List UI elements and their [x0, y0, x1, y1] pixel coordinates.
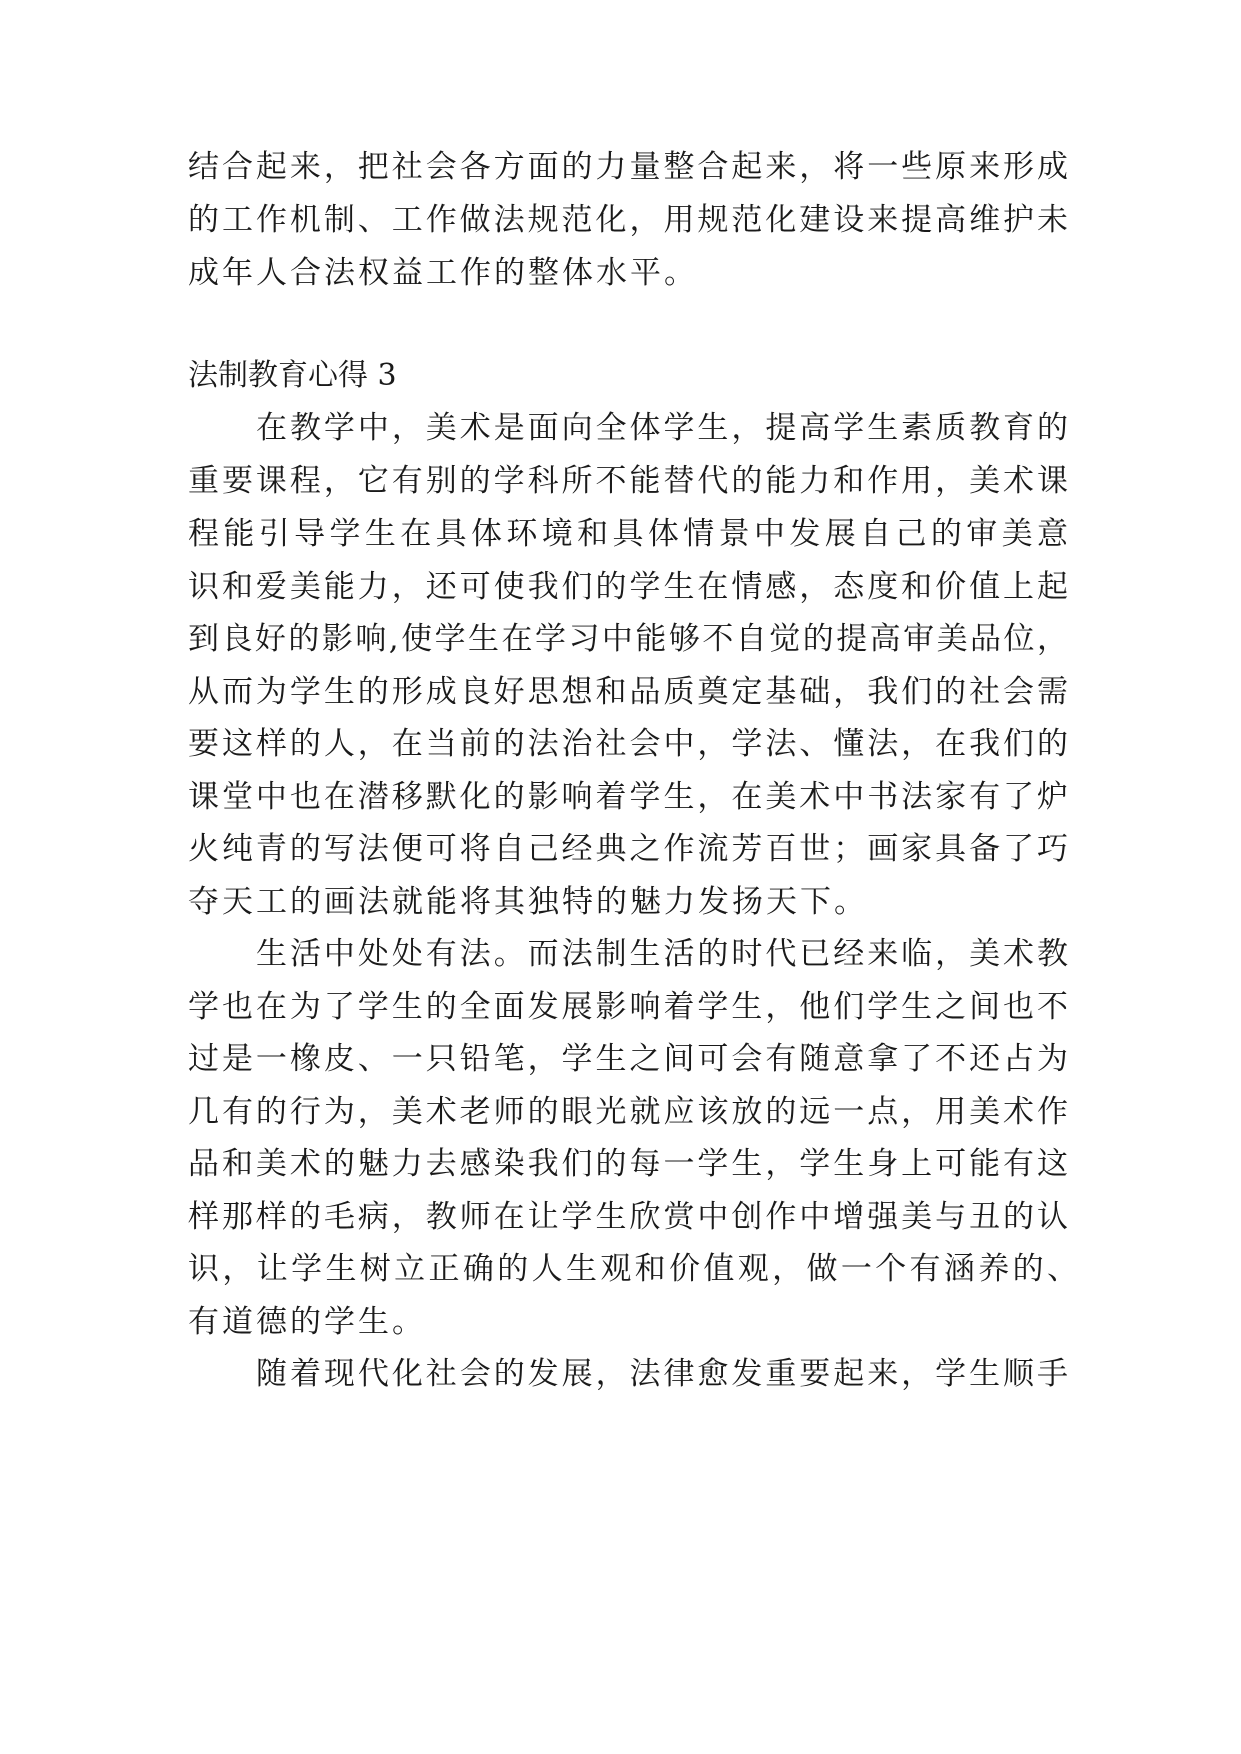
text-line: 要这样的人，在当前的法治社会中，学法、懂法，在我们的 — [188, 726, 1068, 762]
text-line: 学也在为了学生的全面发展影响着学生，他们学生之间也不 — [188, 989, 1068, 1025]
text-line: 识，让学生树立正确的人生观和价值观，做一个有涵养的、 — [188, 1251, 1078, 1287]
text-line: 品和美术的魅力去感染我们的每一学生，学生身上可能有这 — [188, 1146, 1068, 1182]
text-line: 到良好的影响,使学生在学习中能够不自觉的提高审美品位， — [188, 621, 1068, 657]
text-line: 随着现代化社会的发展，法律愈发重要起来，学生顺手 — [256, 1356, 1068, 1392]
text-line: 程能引导学生在具体环境和具体情景中发展自己的审美意 — [188, 516, 1068, 552]
text-line: 在教学中，美术是面向全体学生，提高学生素质教育的 — [256, 410, 1068, 446]
text-line: 的工作机制、工作做法规范化，用规范化建设来提高维护未 — [188, 202, 1068, 238]
text-line: 过是一橡皮、一只铅笔，学生之间可会有随意拿了不还占为 — [188, 1041, 1068, 1077]
text-line: 识和爱美能力，还可使我们的学生在情感，态度和价值上起 — [188, 569, 1068, 605]
text-line: 火纯青的写法便可将自己经典之作流芳百世；画家具备了巧 — [188, 831, 1068, 867]
text-line: 课堂中也在潜移默化的影响着学生，在美术中书法家有了炉 — [188, 779, 1068, 815]
text-line: 夺天工的画法就能将其独特的魅力发扬天下。 — [188, 884, 868, 920]
text-line: 有道德的学生。 — [188, 1304, 426, 1340]
text-line: 样那样的毛病，教师在让学生欣赏中创作中增强美与丑的认 — [188, 1199, 1068, 1235]
text-line: 几有的行为，美术老师的眼光就应该放的远一点，用美术作 — [188, 1094, 1068, 1130]
text-line: 成年人合法权益工作的整体水平。 — [188, 255, 698, 291]
text-line: 结合起来，把社会各方面的力量整合起来，将一些原来形成 — [188, 149, 1068, 185]
section-heading: 法制教育心得 3 — [188, 358, 397, 393]
text-line: 重要课程，它有别的学科所不能替代的能力和作用，美术课 — [188, 463, 1068, 499]
text-line: 生活中处处有法。而法制生活的时代已经来临，美术教 — [256, 936, 1068, 972]
text-line: 从而为学生的形成良好思想和品质奠定基础，我们的社会需 — [188, 674, 1068, 710]
